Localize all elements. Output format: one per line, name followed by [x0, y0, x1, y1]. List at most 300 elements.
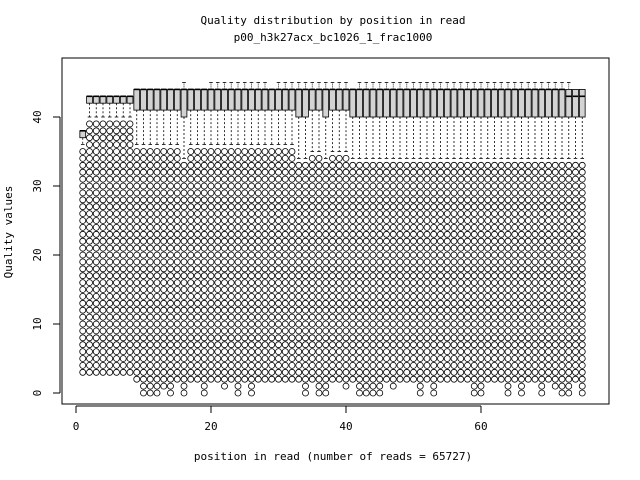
outlier-point: [323, 211, 329, 217]
outlier-point: [255, 342, 261, 348]
outlier-point: [255, 300, 261, 306]
box: [181, 89, 187, 117]
outlier-point: [438, 238, 444, 244]
outlier-point: [276, 266, 282, 272]
outlier-point: [235, 176, 241, 182]
outlier-point: [161, 190, 167, 196]
outlier-point: [377, 231, 383, 237]
outlier-point: [127, 135, 133, 141]
outlier-point: [269, 328, 275, 334]
outlier-point: [222, 280, 228, 286]
outlier-point: [444, 356, 450, 362]
outlier-point: [377, 266, 383, 272]
outlier-point: [377, 204, 383, 210]
outlier-point: [492, 287, 498, 293]
outlier-point: [242, 204, 248, 210]
outlier-point: [269, 245, 275, 251]
outlier-point: [228, 342, 234, 348]
outlier-point: [289, 183, 295, 189]
outlier-point: [93, 231, 99, 237]
outlier-point: [201, 383, 207, 389]
outlier-point: [492, 362, 498, 368]
outlier-point: [181, 287, 187, 293]
outlier-point: [289, 190, 295, 196]
outlier-point: [188, 321, 194, 327]
outlier-point: [80, 356, 86, 362]
outlier-point: [485, 300, 491, 306]
outlier-point: [309, 273, 315, 279]
outlier-point: [343, 224, 349, 230]
chart-subtitle: p00_h3k27acx_bc1026_1_frac1000: [233, 31, 433, 44]
outlier-point: [168, 314, 174, 320]
outlier-point: [525, 162, 531, 168]
outlier-point: [161, 300, 167, 306]
outlier-point: [559, 273, 565, 279]
outlier-point: [249, 266, 255, 272]
outlier-point: [228, 287, 234, 293]
outlier-point: [417, 383, 423, 389]
outlier-point: [215, 335, 221, 341]
outlier-point: [161, 204, 167, 210]
outlier-point: [465, 238, 471, 244]
outlier-point: [222, 287, 228, 293]
outlier-point: [431, 342, 437, 348]
outlier-point: [525, 218, 531, 224]
outlier-point: [512, 321, 518, 327]
outlier-point: [80, 273, 86, 279]
outlier-point: [492, 169, 498, 175]
outlier-point: [417, 356, 423, 362]
outlier-point: [316, 266, 322, 272]
outlier-point: [215, 300, 221, 306]
outlier-point: [188, 293, 194, 299]
outlier-point: [276, 300, 282, 306]
outlier-point: [384, 280, 390, 286]
outlier-point: [485, 183, 491, 189]
outlier-point: [539, 287, 545, 293]
outlier-point: [539, 328, 545, 334]
outlier-point: [141, 293, 147, 299]
outlier-point: [303, 197, 309, 203]
outlier-point: [552, 204, 558, 210]
outlier-point: [377, 238, 383, 244]
outlier-point: [519, 238, 525, 244]
outlier-point: [444, 190, 450, 196]
outlier-point: [363, 238, 369, 244]
outlier-point: [471, 307, 477, 313]
box: [296, 89, 302, 117]
outlier-point: [377, 176, 383, 182]
outlier-point: [242, 149, 248, 155]
outlier-point: [323, 183, 329, 189]
outlier-point: [546, 314, 552, 320]
outlier-point: [438, 259, 444, 265]
outlier-point: [141, 349, 147, 355]
outlier-point: [390, 300, 396, 306]
outlier-point: [323, 335, 329, 341]
outlier-point: [93, 259, 99, 265]
outlier-point: [235, 183, 241, 189]
outlier-point: [377, 293, 383, 299]
outlier-point: [249, 218, 255, 224]
outlier-point: [330, 162, 336, 168]
outlier-point: [114, 121, 120, 127]
outlier-point: [424, 280, 430, 286]
outlier-point: [465, 169, 471, 175]
outlier-point: [141, 218, 147, 224]
outlier-point: [93, 183, 99, 189]
outlier-point: [539, 218, 545, 224]
outlier-point: [363, 252, 369, 258]
outlier-point: [458, 238, 464, 244]
outlier-point: [573, 204, 579, 210]
outlier-point: [512, 252, 518, 258]
outlier-point: [566, 383, 572, 389]
outlier-point: [444, 314, 450, 320]
outlier-point: [161, 245, 167, 251]
outlier-point: [93, 342, 99, 348]
outlier-point: [485, 376, 491, 382]
outlier-point: [309, 349, 315, 355]
outlier-point: [539, 349, 545, 355]
outlier-point: [363, 273, 369, 279]
outlier-point: [208, 231, 214, 237]
outlier-point: [282, 266, 288, 272]
outlier-point: [309, 176, 315, 182]
outlier-point: [296, 287, 302, 293]
outlier-point: [431, 259, 437, 265]
outlier-point: [444, 293, 450, 299]
outlier-point: [336, 162, 342, 168]
outlier-point: [262, 293, 268, 299]
outlier-point: [357, 307, 363, 313]
outlier-point: [161, 197, 167, 203]
box: [323, 89, 329, 117]
outlier-point: [107, 135, 113, 141]
outlier-point: [492, 162, 498, 168]
outlier-point: [127, 218, 133, 224]
outlier-point: [114, 197, 120, 203]
outlier-point: [438, 300, 444, 306]
outlier-point: [579, 169, 585, 175]
outlier-point: [154, 259, 160, 265]
outlier-point: [417, 252, 423, 258]
outlier-point: [532, 287, 538, 293]
outlier-point: [438, 314, 444, 320]
outlier-point: [168, 376, 174, 382]
outlier-point: [438, 211, 444, 217]
outlier-point: [222, 162, 228, 168]
outlier-point: [93, 121, 99, 127]
outlier-point: [100, 162, 106, 168]
y-axis-label: Quality values: [2, 185, 15, 279]
outlier-point: [519, 252, 525, 258]
outlier-point: [201, 390, 207, 396]
outlier-point: [134, 307, 140, 313]
outlier-point: [512, 287, 518, 293]
outlier-point: [242, 328, 248, 334]
outlier-point: [100, 314, 106, 320]
outlier-point: [546, 273, 552, 279]
outlier-point: [404, 349, 410, 355]
outlier-point: [269, 376, 275, 382]
outlier-point: [363, 349, 369, 355]
outlier-point: [262, 238, 268, 244]
outlier-point: [161, 155, 167, 161]
outlier-point: [397, 307, 403, 313]
outlier-point: [107, 293, 113, 299]
outlier-point: [566, 376, 572, 382]
outlier-point: [127, 314, 133, 320]
outlier-point: [242, 273, 248, 279]
outlier-point: [417, 211, 423, 217]
outlier-point: [559, 218, 565, 224]
outlier-point: [289, 314, 295, 320]
outlier-point: [458, 300, 464, 306]
outlier-point: [525, 321, 531, 327]
outlier-point: [411, 273, 417, 279]
outlier-point: [127, 197, 133, 203]
outlier-point: [411, 376, 417, 382]
outlier-point: [411, 369, 417, 375]
outlier-point: [201, 356, 207, 362]
outlier-point: [222, 300, 228, 306]
outlier-point: [525, 328, 531, 334]
outlier-point: [478, 342, 484, 348]
outlier-point: [384, 211, 390, 217]
outlier-point: [336, 224, 342, 230]
outlier-point: [532, 176, 538, 182]
outlier-point: [363, 266, 369, 272]
outlier-point: [141, 224, 147, 230]
outlier-point: [384, 314, 390, 320]
outlier-point: [397, 190, 403, 196]
outlier-point: [235, 204, 241, 210]
outlier-point: [269, 204, 275, 210]
outlier-point: [282, 342, 288, 348]
outlier-point: [532, 162, 538, 168]
outlier-point: [174, 307, 180, 313]
outlier-point: [262, 162, 268, 168]
outlier-point: [303, 369, 309, 375]
outlier-point: [154, 252, 160, 258]
outlier-point: [357, 162, 363, 168]
outlier-point: [546, 307, 552, 313]
outlier-point: [512, 204, 518, 210]
outlier-point: [323, 287, 329, 293]
outlier-point: [498, 252, 504, 258]
outlier-point: [242, 169, 248, 175]
outlier-point: [525, 369, 531, 375]
outlier-point: [424, 293, 430, 299]
outlier-point: [114, 211, 120, 217]
outlier-point: [377, 197, 383, 203]
outlier-point: [93, 335, 99, 341]
outlier-point: [208, 328, 214, 334]
outlier-point: [532, 356, 538, 362]
outlier-point: [552, 314, 558, 320]
outlier-point: [411, 300, 417, 306]
outlier-point: [519, 176, 525, 182]
outlier-point: [188, 176, 194, 182]
outlier-point: [397, 314, 403, 320]
outlier-point: [451, 314, 457, 320]
outlier-point: [519, 259, 525, 265]
outlier-point: [168, 197, 174, 203]
outlier-point: [141, 245, 147, 251]
outlier-point: [411, 197, 417, 203]
outlier-point: [559, 335, 565, 341]
outlier-point: [438, 328, 444, 334]
outlier-point: [269, 273, 275, 279]
outlier-point: [438, 342, 444, 348]
outlier-point: [552, 211, 558, 217]
outlier-point: [201, 321, 207, 327]
outlier-point: [485, 369, 491, 375]
outlier-point: [498, 245, 504, 251]
outlier-point: [519, 273, 525, 279]
outlier-point: [323, 238, 329, 244]
box: [539, 89, 545, 117]
outlier-point: [303, 300, 309, 306]
outlier-point: [120, 211, 126, 217]
outlier-point: [181, 293, 187, 299]
outlier-point: [147, 176, 153, 182]
outlier-point: [276, 293, 282, 299]
outlier-point: [316, 190, 322, 196]
outlier-point: [343, 252, 349, 258]
outlier-point: [336, 280, 342, 286]
outlier-point: [417, 300, 423, 306]
outlier-point: [397, 197, 403, 203]
outlier-point: [87, 321, 93, 327]
outlier-point: [559, 224, 565, 230]
outlier-point: [404, 376, 410, 382]
outlier-point: [384, 224, 390, 230]
outlier-point: [336, 218, 342, 224]
outlier-point: [154, 390, 160, 396]
outlier-point: [316, 197, 322, 203]
outlier-point: [114, 362, 120, 368]
outlier-point: [519, 307, 525, 313]
outlier-point: [512, 231, 518, 237]
outlier-point: [208, 362, 214, 368]
outlier-point: [289, 273, 295, 279]
outlier-point: [417, 369, 423, 375]
outlier-point: [127, 128, 133, 134]
outlier-point: [492, 376, 498, 382]
outlier-point: [465, 211, 471, 217]
outlier-point: [411, 328, 417, 334]
outlier-point: [471, 259, 477, 265]
outlier-point: [114, 314, 120, 320]
outlier-point: [134, 162, 140, 168]
box: [154, 89, 160, 110]
outlier-point: [235, 266, 241, 272]
outlier-point: [87, 169, 93, 175]
outlier-point: [546, 183, 552, 189]
outlier-point: [282, 211, 288, 217]
outlier-point: [201, 162, 207, 168]
outlier-point: [262, 224, 268, 230]
outlier-point: [141, 321, 147, 327]
outlier-point: [424, 204, 430, 210]
outlier-point: [100, 218, 106, 224]
box: [114, 96, 120, 103]
outlier-point: [377, 273, 383, 279]
outlier-point: [100, 245, 106, 251]
outlier-point: [444, 362, 450, 368]
box: [465, 89, 471, 117]
outlier-point: [249, 273, 255, 279]
outlier-point: [282, 218, 288, 224]
outlier-point: [357, 273, 363, 279]
outlier-point: [330, 321, 336, 327]
outlier-point: [100, 121, 106, 127]
outlier-point: [451, 321, 457, 327]
outlier-point: [498, 314, 504, 320]
outlier-point: [269, 293, 275, 299]
outlier-point: [539, 342, 545, 348]
outlier-point: [458, 369, 464, 375]
outlier-point: [255, 211, 261, 217]
outlier-point: [498, 287, 504, 293]
outlier-point: [336, 252, 342, 258]
outlier-point: [505, 300, 511, 306]
outlier-point: [161, 335, 167, 341]
outlier-point: [438, 293, 444, 299]
outlier-point: [525, 314, 531, 320]
outlier-point: [107, 342, 113, 348]
outlier-point: [417, 287, 423, 293]
outlier-point: [316, 155, 322, 161]
outlier-point: [323, 342, 329, 348]
outlier-point: [431, 307, 437, 313]
outlier-point: [181, 300, 187, 306]
outlier-point: [505, 335, 511, 341]
outlier-point: [579, 383, 585, 389]
outlier-point: [114, 321, 120, 327]
outlier-point: [411, 211, 417, 217]
outlier-point: [303, 245, 309, 251]
outlier-point: [228, 211, 234, 217]
outlier-point: [296, 300, 302, 306]
outlier-point: [174, 204, 180, 210]
outlier-point: [532, 266, 538, 272]
outlier-point: [411, 245, 417, 251]
outlier-point: [93, 190, 99, 196]
outlier-point: [201, 149, 207, 155]
outlier-point: [465, 162, 471, 168]
box: [201, 89, 207, 110]
outlier-point: [471, 300, 477, 306]
outlier-point: [444, 328, 450, 334]
outlier-point: [134, 169, 140, 175]
outlier-point: [269, 335, 275, 341]
outlier-point: [316, 356, 322, 362]
outlier-point: [458, 224, 464, 230]
outlier-point: [228, 245, 234, 251]
outlier-point: [316, 183, 322, 189]
outlier-point: [397, 211, 403, 217]
outlier-point: [431, 176, 437, 182]
box: [397, 89, 403, 117]
outlier-point: [127, 356, 133, 362]
outlier-point: [323, 390, 329, 396]
outlier-point: [181, 190, 187, 196]
outlier-point: [539, 300, 545, 306]
outlier-point: [552, 252, 558, 258]
